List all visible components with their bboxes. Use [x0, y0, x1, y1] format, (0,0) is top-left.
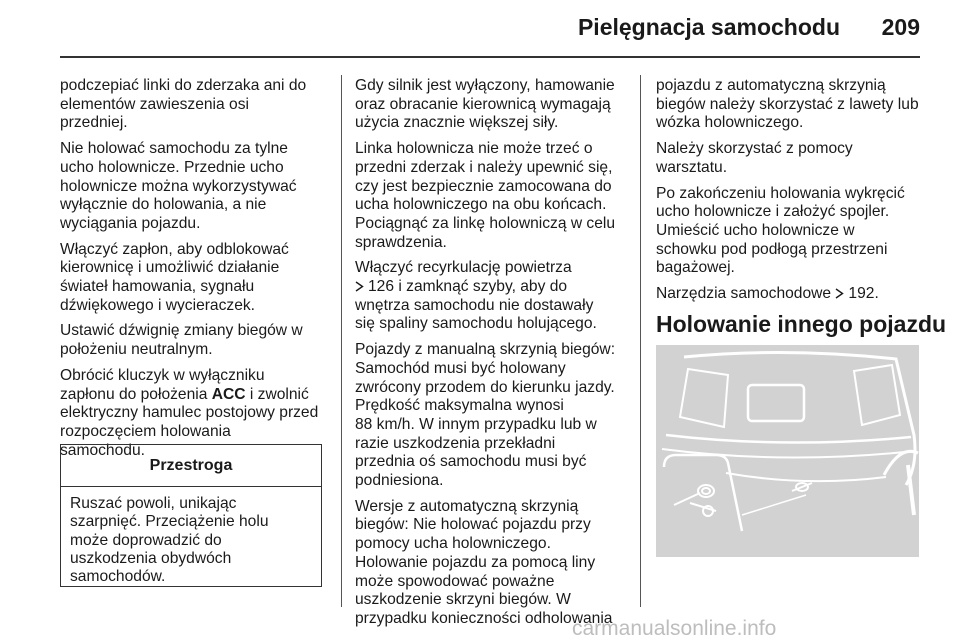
column-divider — [640, 75, 641, 607]
paragraph — [355, 259, 630, 334]
cross-reference-arrow-icon — [355, 281, 364, 292]
text-column-2 — [355, 77, 630, 636]
page-number: 209 — [881, 14, 920, 40]
cross-reference-arrow-icon — [835, 288, 844, 299]
paragraph-text: Obrócić kluczyk w wyłączniku zapłonu do położenia — [60, 366, 265, 403]
paragraph: podczepiać linki do zderzaka ani do elementów zawieszenia osi przedniej. — [60, 77, 307, 132]
acc-position-label: ACC — [211, 385, 246, 403]
paragraph-text: . — [874, 285, 879, 303]
paragraph: Włączyć zapłon, aby odblokować kierownicę i umożliwić działanie świateł hamowania, sygnału dźwiękowego i wycieraczek. — [60, 240, 289, 314]
paragraph-text: Włączyć recyrkulację powietrza — [355, 259, 572, 277]
paragraph: Nie holować samochodu za tylne ucho holownicze. Przednie ucho holownicze można wykorzystywać wyłącznie do holowania, a nie wyciągania pojazdu. — [60, 140, 297, 232]
caution-body: Ruszać powoli, unikając szarpnięć. Przeciążenie holu może doprowadzić do uszkodzenia obydwóch samochodów. — [70, 495, 269, 586]
page-reference[interactable]: 126 — [368, 278, 395, 296]
caution-box — [60, 444, 322, 587]
paragraph: Należy skorzystać z pomocy warsztatu. — [656, 140, 853, 176]
paragraph: Po zakończeniu holowania wykręcić ucho holownicze i założyć spojler. Umieścić ucho holownicze w schowku pod podłogą przestrzeni bagażowej. — [656, 184, 905, 277]
paragraph: pojazdu z automatyczną skrzynią biegów należy skorzystać z lawety lub wózka holowniczego. — [656, 77, 919, 132]
header-rule — [60, 56, 920, 58]
paragraph: Gdy silnik jest wyłączony, hamowanie oraz obracanie kierownicą wymagają użycia znacznie większej siły. — [355, 77, 615, 132]
paragraph-text: i zamknąć szyby, aby do wnętrza samochodu nie dostawały się spaliny samochodu holującego. — [355, 278, 597, 333]
page-title: Pielęgnacja samochodu — [577, 14, 840, 40]
paragraph-text: Narzędzia samochodowe — [656, 285, 836, 303]
car-rear-towing-drawing — [656, 345, 919, 557]
text-column-3 — [656, 77, 928, 311]
column-divider — [341, 75, 342, 607]
paragraph: Linka holownicza nie może trzeć o przedni zderzak i należy upewnić się, czy jest bezpiecznie zamocowana do ucha holowniczego na obu końcach. Pociągnąć za linkę holowniczą w celu sprawdzenia. — [355, 140, 616, 251]
paragraph: Wersje z automatyczną skrzynią biegów: Nie holować pojazdu przy pomocy ucha holowniczego. Holowanie pojazdu za pomocą liny może spowodować poważne uszkodzenie skrzyni biegów. W przypadku konieczności odholowania — [355, 497, 613, 627]
paragraph: Ustawić dźwignię zmiany biegów w położeniu neutralnym. — [60, 322, 303, 359]
watermark: carmanualsonline.info — [572, 617, 777, 640]
towing-illustration — [656, 345, 919, 557]
text-column-1 — [60, 77, 330, 467]
paragraph-text: i zwolnić elektryczny hamulec postojowy przed rozpoczęciem holowania samochodu. — [60, 385, 319, 459]
page-reference[interactable]: 192 — [848, 285, 875, 303]
paragraph: Pojazdy z manualną skrzynią biegów: Samochód musi być holowany zwrócony przodem do kierunku jazdy. Prędkość maksymalna wynosi 88 km/h. W innym przypadku lub w razie uszkodzenia przekładni przednia oś samochodu musi być podniesiona. — [355, 341, 616, 490]
paragraph — [656, 285, 928, 304]
section-heading: Holowanie innego pojazdu — [656, 311, 947, 337]
caution-title: Przestroga — [61, 445, 321, 487]
